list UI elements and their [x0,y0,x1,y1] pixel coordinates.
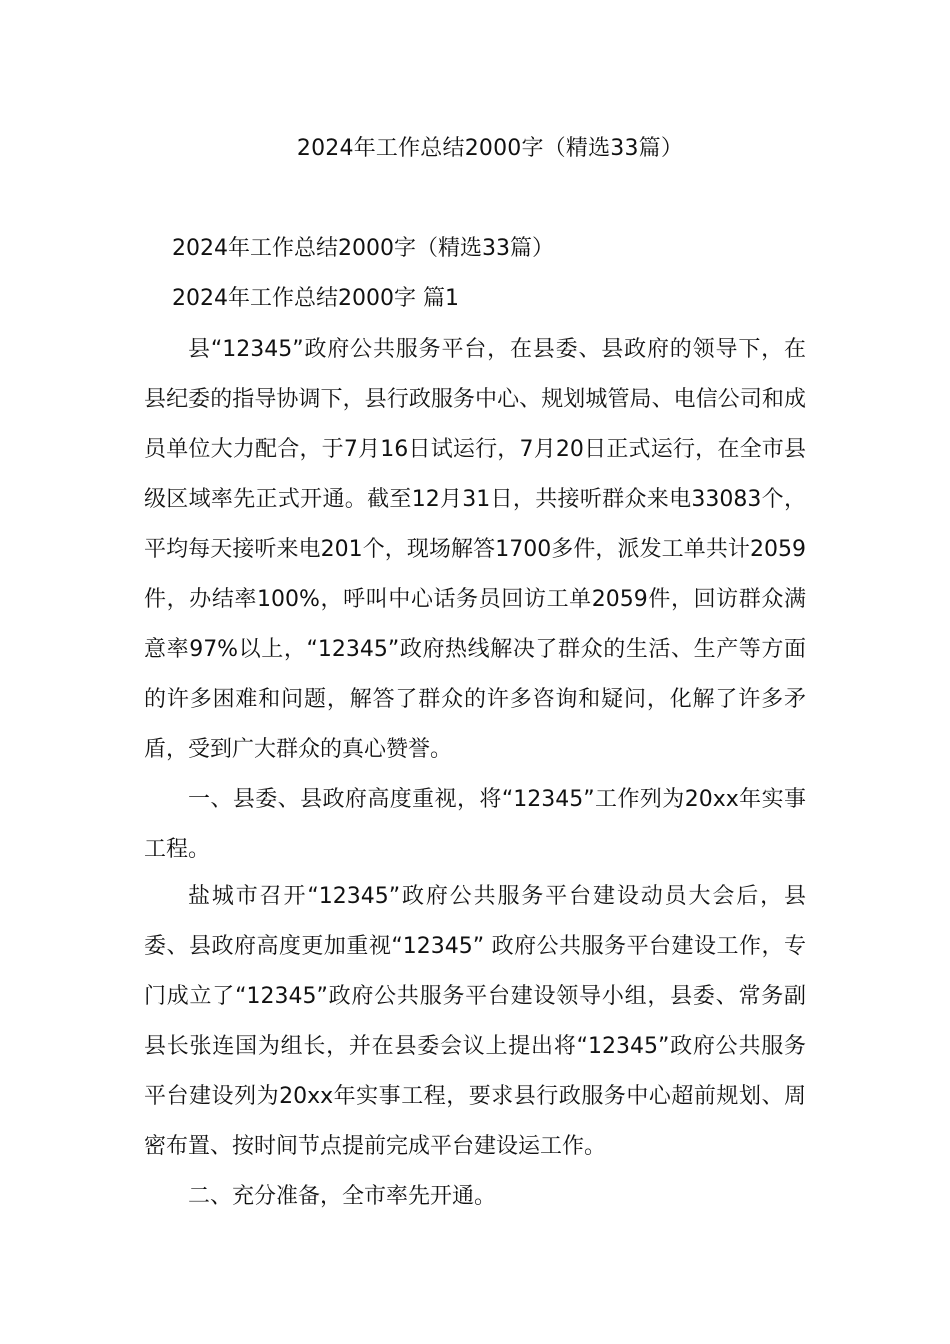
paragraph-point-two: 二、充分准备，全市率先开通。 [188,1184,497,1209]
paragraph-intro: 县“12345”政府公共服务平台，在县委、县政府的领导下，在县纪委的指导协调下，县行政服务中心、规划城管局、电信公司和成员单位大力配合，于7月16日试运行，7月20日正式运行，在全市县级区域率先正式开通。截至12月31日，共接听群众来电33083个，平均每天接听来电201个，现场解答1700多件，派发工单共计2059件，办结率100%，呼叫中心话务员回访工单2059件，回访群众满意率97%以上，“12345”政府热线解决了群众的生活、生产等方面的许多困难和问题，解答了群众的许多咨询和疑问，化解了许多矛盾，受到广大群众的真心赞誉。 [144,337,806,762]
document-title: 2024年工作总结2000字（精选33篇） [296,136,684,161]
section-heading: 2024年工作总结2000字 篇1 [172,286,459,311]
document-subtitle: 2024年工作总结2000字（精选33篇） [172,236,554,261]
paragraph-point-one-detail: 盐城市召开“12345”政府公共服务平台建设动员大会后，县委、县政府高度更加重视“12345” 政府公共服务平台建设工作，专门成立了“12345”政府公共服务平台建设领导小组，县委、常务副县长张连国为组长，并在县委会议上提出将“12345”政府公共服务平台建设列为20xx年实事工程，要求县行政服务中心超前规划、周密布置、按时间节点提前完成平台建设运工作。 [144,884,806,1159]
paragraph-point-one: 一、县委、县政府高度重视，将“12345”工作列为20xx年实事工程。 [144,787,806,862]
